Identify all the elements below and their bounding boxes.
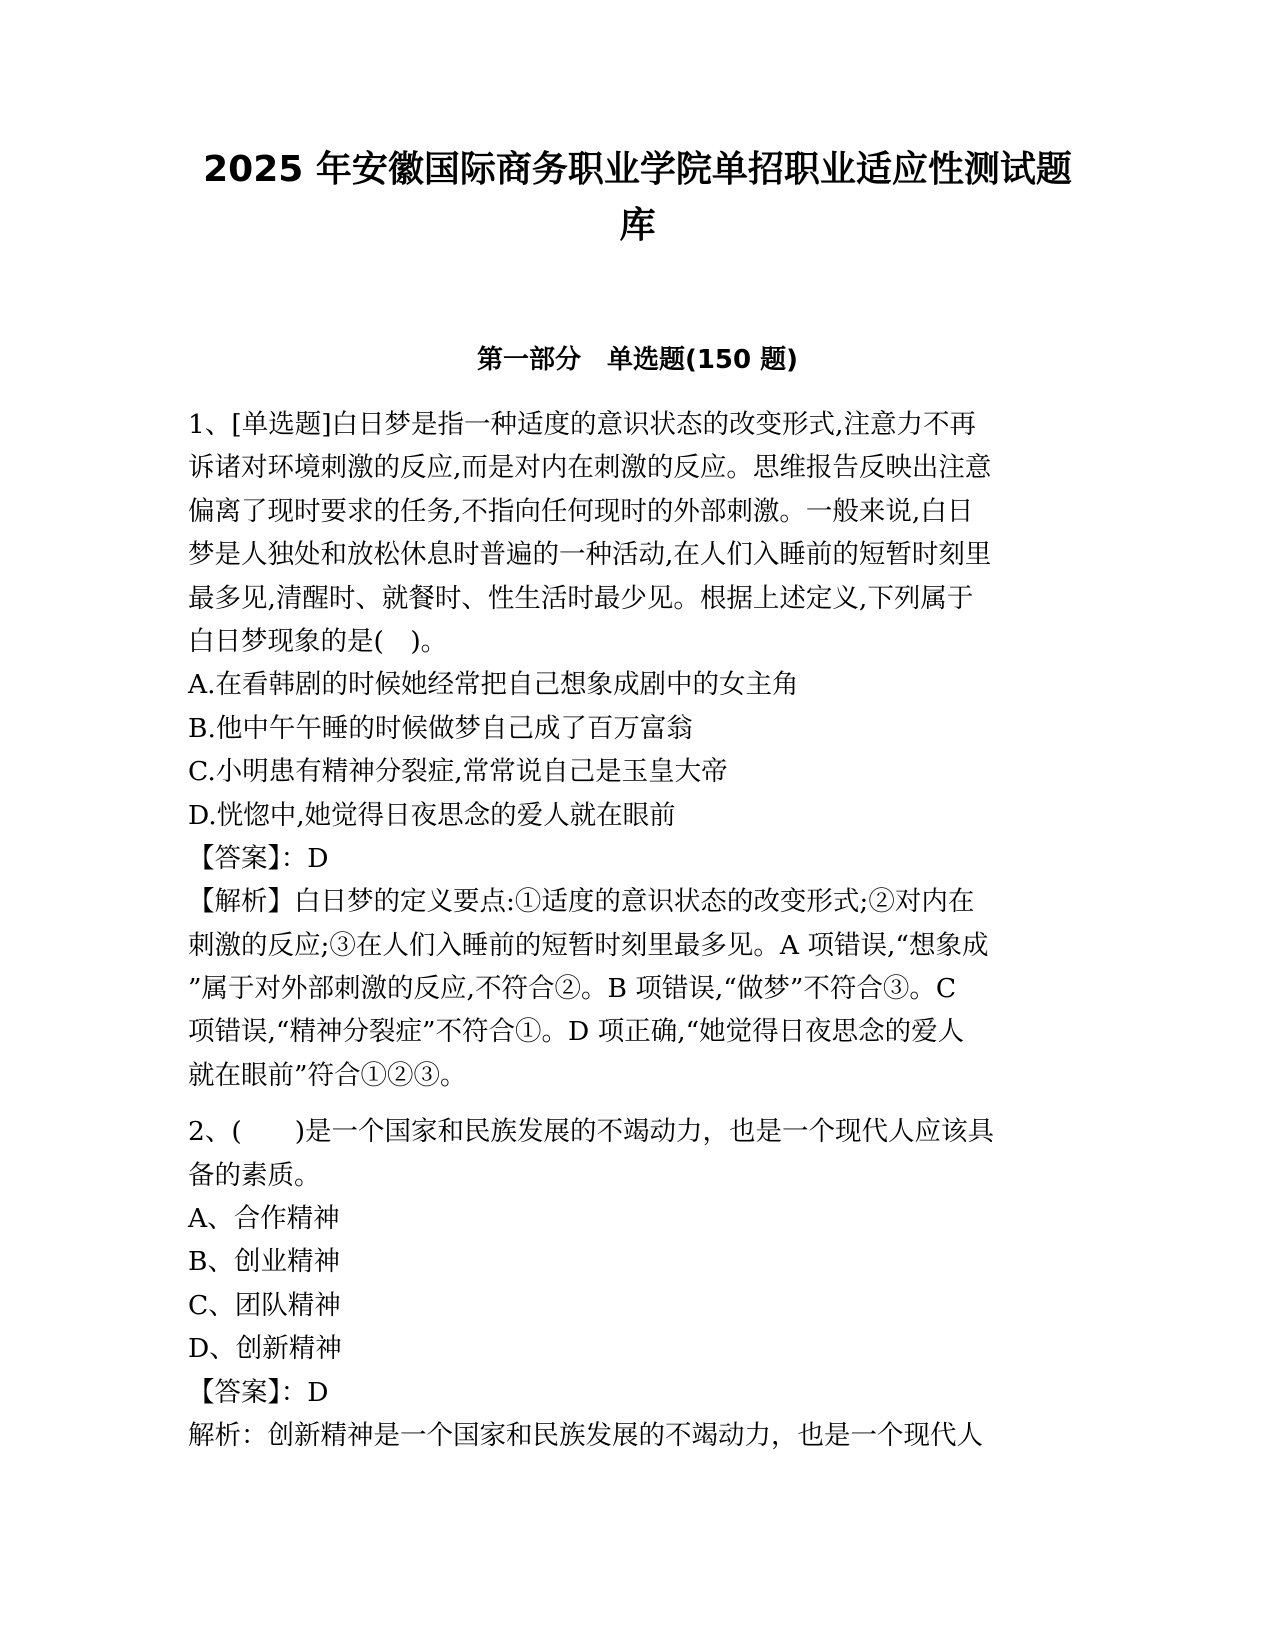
explanation-line: ”属于对外部刺激的反应,不符合②。B 项错误,“做梦”不符合③。C: [188, 973, 957, 1005]
option-a: A、合作精神: [188, 1203, 340, 1235]
question-stem: [188, 403, 1083, 663]
option-c: C、团队精神: [188, 1289, 341, 1321]
explanation: [188, 880, 1083, 1097]
question-list: [188, 403, 1083, 1457]
question-block-2: [188, 1110, 1083, 1457]
document-title-line-1: 2025 年安徽国际商务职业学院单招职业适应性测试题: [203, 149, 1072, 190]
option-b: B、创业精神: [188, 1246, 340, 1278]
question-stem-line: 白日梦现象的是( )。: [188, 625, 448, 657]
question-options: [188, 1197, 1083, 1371]
question-stem-line: 备的素质。: [188, 1159, 321, 1191]
document-title: [150, 142, 1125, 254]
option-b: B.他中午午睡的时候做梦自己成了百万富翁: [188, 712, 693, 744]
option-d: D.恍惚中,她觉得日夜思念的爱人就在眼前: [188, 799, 676, 831]
option-a: A.在看韩剧的时候她经常把自己想象成剧中的女主角: [188, 669, 799, 701]
option-d: D、创新精神: [188, 1333, 342, 1365]
question-stem-line: 1、[单选题]白日梦是指一种适度的意识状态的改变形式,注意力不再: [188, 409, 976, 440]
question-stem-line: 梦是人独处和放松休息时普遍的一种活动,在人们入睡前的短暂时刻里: [188, 539, 992, 571]
question-stem-line: 最多见,清醒时、就餐时、性生活时最少见。根据上述定义,下列属于: [188, 582, 974, 614]
document-title-line-2: 库: [619, 205, 656, 246]
question-options: [188, 663, 1083, 837]
question-stem: [188, 1110, 1083, 1197]
explanation-line: 刺激的反应;③在人们入睡前的短暂时刻里最多见。A 项错误,“想象成: [188, 929, 989, 961]
question-stem-line: 诉诸对环境刺激的反应,而是对内在刺激的反应。思维报告反映出注意: [188, 452, 992, 484]
answer-line: 【答案】：D: [188, 842, 329, 874]
answer-line: 【答案】：D: [188, 1376, 329, 1408]
explanation-line: 项错误,“精神分裂症”不符合①。D 项正确,“她觉得日夜思念的爱人: [188, 1016, 965, 1048]
explanation: [188, 1414, 1083, 1457]
question-stem-line: 偏离了现时要求的任务,不指向任何现时的外部刺激。一般来说,白日: [188, 495, 974, 527]
explanation-line: 【解析】白日梦的定义要点:①适度的意识状态的改变形式;②对内在: [188, 886, 975, 918]
question-spacer: [188, 1097, 1083, 1110]
question-stem-line: 2、( )是一个国家和民族发展的不竭动力，也是一个现代人应该具: [188, 1116, 995, 1148]
explanation-line: 解析：创新精神是一个国家和民族发展的不竭动力，也是一个现代人: [188, 1419, 983, 1451]
question-block-1: [188, 403, 1083, 1097]
option-c: C.小明患有精神分裂症,常常说自己是玉皇大帝: [188, 756, 728, 788]
section-heading: 第一部分 单选题(150 题): [476, 345, 799, 375]
explanation-line: 就在眼前”符合①②③。: [188, 1059, 467, 1091]
